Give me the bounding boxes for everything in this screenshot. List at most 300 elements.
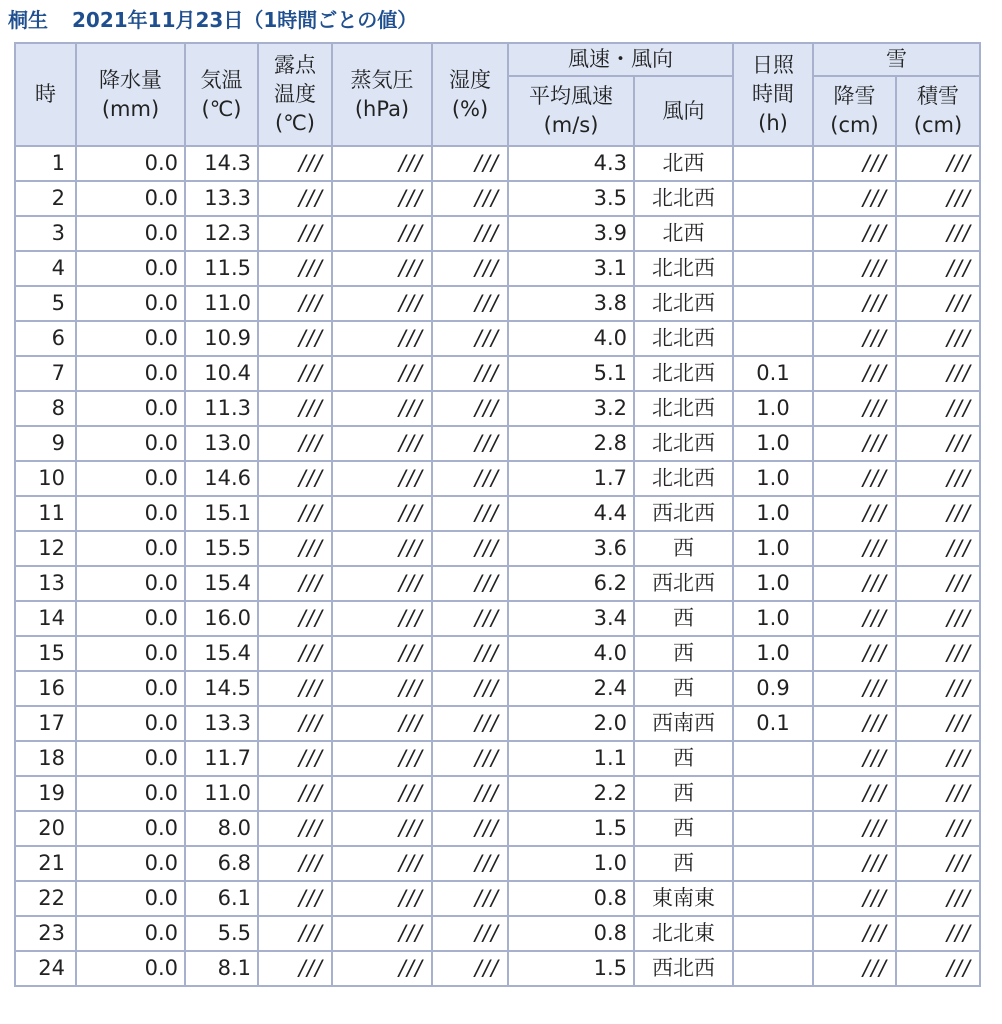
cell-temperature: 8.0 [185,811,258,846]
cell-snow-depth: /// [896,531,980,566]
table-row [15,811,980,846]
cell-hour: 6 [15,321,76,356]
cell-vapor-pressure: /// [332,881,432,916]
cell-humidity: /// [432,706,508,741]
cell-wind-direction: 東南東 [634,881,733,916]
cell-snowfall: /// [813,426,896,461]
cell-humidity: /// [432,846,508,881]
cell-snowfall: /// [813,181,896,216]
cell-wind-direction: 西 [634,776,733,811]
cell-dew-point: /// [258,811,332,846]
cell-temperature: 11.3 [185,391,258,426]
cell-snowfall: /// [813,286,896,321]
cell-dew-point: /// [258,846,332,881]
cell-sunshine: 1.0 [733,461,813,496]
table-row [15,601,980,636]
cell-precipitation: 0.0 [76,776,185,811]
cell-vapor-pressure: /// [332,181,432,216]
cell-precipitation: 0.0 [76,286,185,321]
header-snow-group: 雪 [813,43,980,76]
cell-wind-speed: 1.5 [508,811,634,846]
cell-precipitation: 0.0 [76,426,185,461]
cell-dew-point: /// [258,146,332,181]
cell-wind-speed: 3.8 [508,286,634,321]
cell-vapor-pressure: /// [332,426,432,461]
cell-temperature: 13.3 [185,706,258,741]
cell-wind-direction: 西 [634,531,733,566]
cell-sunshine [733,881,813,916]
cell-wind-direction: 北北西 [634,286,733,321]
cell-vapor-pressure: /// [332,356,432,391]
cell-humidity: /// [432,951,508,986]
cell-sunshine [733,286,813,321]
cell-precipitation: 0.0 [76,391,185,426]
cell-snowfall: /// [813,706,896,741]
cell-snowfall: /// [813,811,896,846]
cell-sunshine [733,951,813,986]
cell-precipitation: 0.0 [76,566,185,601]
cell-snow-depth: /// [896,426,980,461]
cell-humidity: /// [432,776,508,811]
cell-hour: 13 [15,566,76,601]
cell-humidity: /// [432,916,508,951]
cell-dew-point: /// [258,601,332,636]
cell-precipitation: 0.0 [76,251,185,286]
cell-temperature: 15.4 [185,636,258,671]
cell-humidity: /// [432,636,508,671]
cell-snow-depth: /// [896,601,980,636]
cell-humidity: /// [432,811,508,846]
cell-sunshine: 1.0 [733,391,813,426]
cell-precipitation: 0.0 [76,741,185,776]
table-body [15,146,980,986]
cell-vapor-pressure: /// [332,916,432,951]
cell-dew-point: /// [258,741,332,776]
cell-dew-point: /// [258,391,332,426]
cell-humidity: /// [432,881,508,916]
cell-wind-speed: 4.0 [508,321,634,356]
cell-humidity: /// [432,566,508,601]
page-title [8,4,417,36]
cell-hour: 5 [15,286,76,321]
cell-temperature: 15.1 [185,496,258,531]
cell-snow-depth: /// [896,356,980,391]
cell-precipitation: 0.0 [76,636,185,671]
header-vapor-pressure: 蒸気圧 (hPa) [332,43,432,146]
cell-snow-depth: /// [896,216,980,251]
cell-wind-direction: 北北西 [634,426,733,461]
cell-humidity: /// [432,146,508,181]
cell-snow-depth: /// [896,881,980,916]
cell-wind-speed: 3.9 [508,216,634,251]
table-row [15,636,980,671]
cell-sunshine: 1.0 [733,531,813,566]
cell-humidity: /// [432,321,508,356]
cell-humidity: /// [432,461,508,496]
cell-precipitation: 0.0 [76,706,185,741]
cell-temperature: 10.9 [185,321,258,356]
cell-dew-point: /// [258,671,332,706]
cell-wind-direction: 北北東 [634,916,733,951]
cell-dew-point: /// [258,566,332,601]
cell-wind-direction: 西南西 [634,706,733,741]
cell-wind-direction: 西 [634,846,733,881]
cell-sunshine [733,916,813,951]
cell-snowfall: /// [813,881,896,916]
cell-hour: 3 [15,216,76,251]
cell-vapor-pressure: /// [332,636,432,671]
table-row [15,671,980,706]
cell-snowfall: /// [813,356,896,391]
cell-dew-point: /// [258,181,332,216]
header-wind-direction: 風向 [634,76,733,146]
cell-sunshine: 0.1 [733,706,813,741]
cell-hour: 23 [15,916,76,951]
cell-hour: 1 [15,146,76,181]
cell-vapor-pressure: /// [332,321,432,356]
cell-vapor-pressure: /// [332,146,432,181]
cell-wind-speed: 0.8 [508,881,634,916]
cell-wind-direction: 北西 [634,146,733,181]
cell-dew-point: /// [258,916,332,951]
cell-wind-speed: 3.4 [508,601,634,636]
cell-wind-speed: 1.7 [508,461,634,496]
cell-vapor-pressure: /// [332,951,432,986]
cell-humidity: /// [432,356,508,391]
cell-humidity: /// [432,216,508,251]
cell-wind-speed: 2.8 [508,426,634,461]
cell-precipitation: 0.0 [76,916,185,951]
cell-snowfall: /// [813,566,896,601]
cell-sunshine: 1.0 [733,426,813,461]
cell-temperature: 15.4 [185,566,258,601]
cell-dew-point: /// [258,881,332,916]
cell-snow-depth: /// [896,321,980,356]
cell-snowfall: /// [813,496,896,531]
cell-dew-point: /// [258,636,332,671]
cell-snow-depth: /// [896,636,980,671]
cell-wind-speed: 3.5 [508,181,634,216]
cell-vapor-pressure: /// [332,461,432,496]
cell-precipitation: 0.0 [76,671,185,706]
cell-temperature: 11.0 [185,286,258,321]
cell-snowfall: /// [813,951,896,986]
cell-humidity: /// [432,251,508,286]
cell-sunshine [733,811,813,846]
cell-snow-depth: /// [896,146,980,181]
cell-snow-depth: /// [896,706,980,741]
cell-hour: 19 [15,776,76,811]
cell-wind-direction: 西 [634,636,733,671]
cell-vapor-pressure: /// [332,251,432,286]
cell-humidity: /// [432,531,508,566]
cell-dew-point: /// [258,286,332,321]
table-row [15,566,980,601]
cell-snow-depth: /// [896,951,980,986]
cell-dew-point: /// [258,531,332,566]
cell-snowfall: /// [813,671,896,706]
cell-snowfall: /// [813,776,896,811]
cell-sunshine: 1.0 [733,601,813,636]
cell-sunshine [733,146,813,181]
date-description: 2021年11月23日（1時間ごとの値） [72,8,418,32]
cell-temperature: 11.0 [185,776,258,811]
cell-temperature: 5.5 [185,916,258,951]
cell-precipitation: 0.0 [76,216,185,251]
cell-vapor-pressure: /// [332,671,432,706]
cell-humidity: /// [432,496,508,531]
header-snow-depth: 積雪 (cm) [896,76,980,146]
cell-hour: 14 [15,601,76,636]
cell-vapor-pressure: /// [332,776,432,811]
cell-sunshine: 0.1 [733,356,813,391]
cell-sunshine: 1.0 [733,636,813,671]
table-row [15,391,980,426]
cell-dew-point: /// [258,951,332,986]
cell-wind-direction: 西 [634,741,733,776]
cell-wind-speed: 2.4 [508,671,634,706]
cell-vapor-pressure: /// [332,531,432,566]
cell-wind-direction: 北西 [634,216,733,251]
header-humidity: 湿度 (%) [432,43,508,146]
cell-snow-depth: /// [896,251,980,286]
cell-snowfall: /// [813,461,896,496]
cell-sunshine [733,251,813,286]
table-header [15,43,980,146]
table-row [15,881,980,916]
cell-wind-direction: 西 [634,671,733,706]
cell-wind-direction: 西北西 [634,566,733,601]
cell-precipitation: 0.0 [76,951,185,986]
cell-sunshine [733,216,813,251]
cell-vapor-pressure: /// [332,741,432,776]
cell-hour: 22 [15,881,76,916]
cell-dew-point: /// [258,706,332,741]
cell-snow-depth: /// [896,391,980,426]
cell-snowfall: /// [813,251,896,286]
cell-sunshine [733,776,813,811]
cell-vapor-pressure: /// [332,601,432,636]
station-name: 桐生 [8,8,48,32]
cell-wind-speed: 5.1 [508,356,634,391]
cell-wind-speed: 3.2 [508,391,634,426]
cell-humidity: /// [432,286,508,321]
cell-vapor-pressure: /// [332,391,432,426]
cell-wind-direction: 北北西 [634,321,733,356]
cell-hour: 9 [15,426,76,461]
cell-wind-speed: 2.2 [508,776,634,811]
cell-sunshine: 1.0 [733,566,813,601]
cell-snowfall: /// [813,531,896,566]
cell-temperature: 11.5 [185,251,258,286]
table-row [15,951,980,986]
cell-hour: 10 [15,461,76,496]
table-row [15,776,980,811]
hourly-observation-table [14,42,981,987]
cell-snow-depth: /// [896,916,980,951]
cell-dew-point: /// [258,356,332,391]
cell-wind-speed: 3.1 [508,251,634,286]
cell-wind-speed: 4.3 [508,146,634,181]
cell-wind-speed: 6.2 [508,566,634,601]
cell-snowfall: /// [813,391,896,426]
cell-precipitation: 0.0 [76,496,185,531]
cell-dew-point: /// [258,496,332,531]
cell-sunshine [733,321,813,356]
header-dew-point: 露点 温度 (℃) [258,43,332,146]
cell-sunshine [733,846,813,881]
cell-humidity: /// [432,601,508,636]
header-snowfall: 降雪 (cm) [813,76,896,146]
cell-humidity: /// [432,181,508,216]
table-row [15,916,980,951]
cell-precipitation: 0.0 [76,601,185,636]
cell-wind-direction: 北北西 [634,251,733,286]
cell-vapor-pressure: /// [332,566,432,601]
cell-humidity: /// [432,426,508,461]
table-row [15,251,980,286]
cell-snowfall: /// [813,601,896,636]
cell-snow-depth: /// [896,846,980,881]
cell-vapor-pressure: /// [332,216,432,251]
cell-wind-speed: 1.0 [508,846,634,881]
cell-snow-depth: /// [896,811,980,846]
cell-wind-speed: 4.4 [508,496,634,531]
cell-snow-depth: /// [896,566,980,601]
cell-wind-speed: 1.5 [508,951,634,986]
cell-wind-speed: 0.8 [508,916,634,951]
cell-sunshine: 1.0 [733,496,813,531]
cell-wind-direction: 北北西 [634,391,733,426]
cell-snow-depth: /// [896,741,980,776]
cell-dew-point: /// [258,216,332,251]
cell-precipitation: 0.0 [76,881,185,916]
table-row [15,426,980,461]
cell-sunshine: 0.9 [733,671,813,706]
cell-snowfall: /// [813,216,896,251]
cell-precipitation: 0.0 [76,811,185,846]
table-row [15,146,980,181]
cell-snowfall: /// [813,146,896,181]
cell-dew-point: /// [258,461,332,496]
cell-vapor-pressure: /// [332,496,432,531]
cell-hour: 15 [15,636,76,671]
cell-temperature: 14.5 [185,671,258,706]
cell-humidity: /// [432,391,508,426]
table-row [15,216,980,251]
table-row [15,846,980,881]
cell-snow-depth: /// [896,286,980,321]
cell-hour: 18 [15,741,76,776]
cell-wind-speed: 4.0 [508,636,634,671]
cell-wind-direction: 西北西 [634,496,733,531]
cell-temperature: 13.3 [185,181,258,216]
cell-wind-direction: 北北西 [634,181,733,216]
cell-temperature: 14.6 [185,461,258,496]
cell-temperature: 6.1 [185,881,258,916]
header-temperature: 気温 (℃) [185,43,258,146]
cell-temperature: 11.7 [185,741,258,776]
cell-hour: 8 [15,391,76,426]
table-row [15,461,980,496]
cell-humidity: /// [432,741,508,776]
cell-hour: 12 [15,531,76,566]
cell-dew-point: /// [258,251,332,286]
cell-vapor-pressure: /// [332,846,432,881]
cell-snowfall: /// [813,321,896,356]
cell-precipitation: 0.0 [76,181,185,216]
cell-snow-depth: /// [896,181,980,216]
cell-temperature: 15.5 [185,531,258,566]
cell-humidity: /// [432,671,508,706]
table-row [15,706,980,741]
cell-temperature: 16.0 [185,601,258,636]
cell-snow-depth: /// [896,671,980,706]
cell-snow-depth: /// [896,776,980,811]
cell-hour: 20 [15,811,76,846]
cell-dew-point: /// [258,426,332,461]
cell-wind-direction: 北北西 [634,461,733,496]
cell-sunshine [733,181,813,216]
cell-dew-point: /// [258,776,332,811]
table-row [15,741,980,776]
cell-snowfall: /// [813,636,896,671]
cell-hour: 17 [15,706,76,741]
cell-snow-depth: /// [896,496,980,531]
cell-precipitation: 0.0 [76,531,185,566]
cell-temperature: 12.3 [185,216,258,251]
cell-precipitation: 0.0 [76,146,185,181]
cell-hour: 2 [15,181,76,216]
header-sunshine: 日照 時間 (h) [733,43,813,146]
cell-wind-speed: 2.0 [508,706,634,741]
cell-temperature: 13.0 [185,426,258,461]
cell-snowfall: /// [813,916,896,951]
cell-temperature: 6.8 [185,846,258,881]
header-precipitation: 降水量 (mm) [76,43,185,146]
cell-snow-depth: /// [896,461,980,496]
table-row [15,356,980,391]
cell-hour: 16 [15,671,76,706]
table-row [15,181,980,216]
cell-hour: 11 [15,496,76,531]
table-row [15,321,980,356]
header-hour: 時 [15,43,76,146]
cell-wind-direction: 西 [634,601,733,636]
cell-temperature: 8.1 [185,951,258,986]
cell-wind-direction: 北北西 [634,356,733,391]
cell-hour: 21 [15,846,76,881]
cell-precipitation: 0.0 [76,461,185,496]
cell-wind-speed: 1.1 [508,741,634,776]
cell-hour: 4 [15,251,76,286]
cell-hour: 24 [15,951,76,986]
cell-vapor-pressure: /// [332,706,432,741]
table-row [15,286,980,321]
header-wind-speed: 平均風速 (m/s) [508,76,634,146]
cell-precipitation: 0.0 [76,846,185,881]
cell-wind-direction: 西北西 [634,951,733,986]
cell-precipitation: 0.0 [76,321,185,356]
cell-vapor-pressure: /// [332,286,432,321]
cell-hour: 7 [15,356,76,391]
table-row [15,531,980,566]
header-wind-group: 風速・風向 [508,43,733,76]
cell-wind-speed: 3.6 [508,531,634,566]
cell-precipitation: 0.0 [76,356,185,391]
cell-snowfall: /// [813,741,896,776]
cell-temperature: 14.3 [185,146,258,181]
